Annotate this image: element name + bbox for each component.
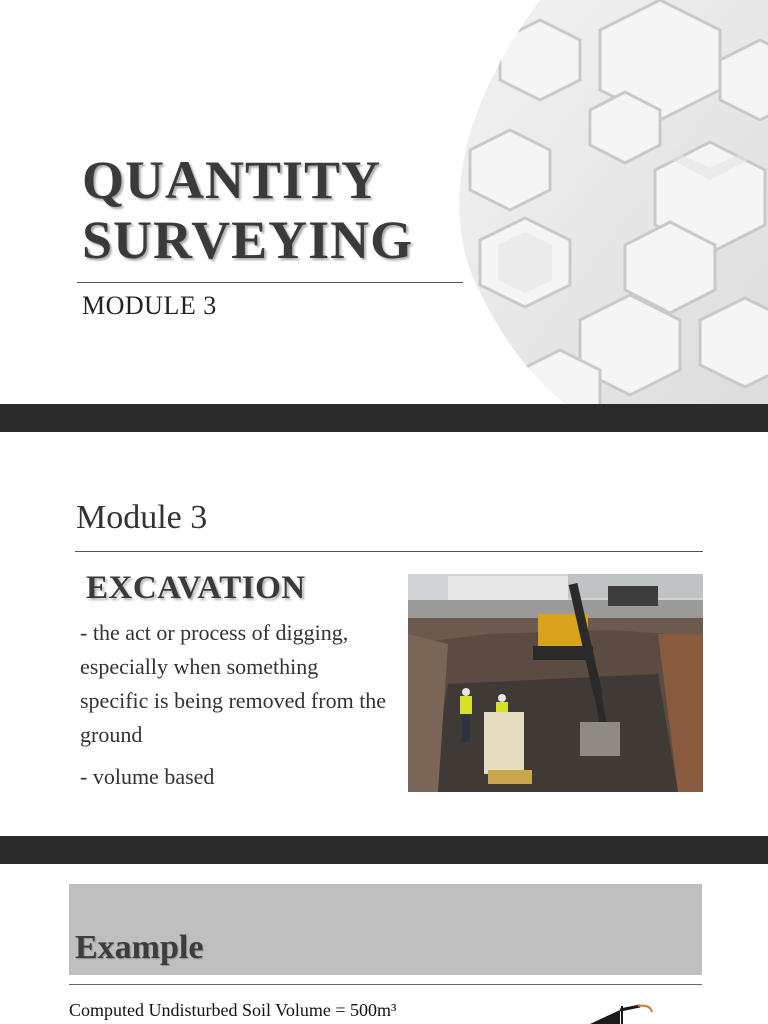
slide-footer-bar	[0, 836, 768, 864]
excavation-photo	[408, 574, 703, 792]
example-slide	[0, 864, 768, 1024]
divider	[75, 551, 703, 552]
note-text: - volume based	[80, 764, 215, 789]
divider	[77, 282, 463, 283]
example-text: Computed Undisturbed Soil Volume = 500m³	[69, 1000, 397, 1020]
divider	[69, 984, 702, 985]
section-heading: EXCAVATION	[86, 570, 306, 606]
title-line-2: SURVEYING	[82, 210, 414, 270]
example-title: Example	[75, 929, 204, 966]
module-subtitle: MODULE 3	[82, 291, 217, 320]
soil-diagram-image	[580, 1002, 660, 1024]
title-slide	[0, 0, 768, 432]
slide-footer-bar	[0, 404, 768, 432]
title-line-1: QUANTITY	[82, 150, 382, 210]
example-header-box	[69, 884, 702, 975]
definition-text: - the act or process of digging, especially when something specific is being removed from the ground	[80, 620, 387, 747]
excavation-slide	[0, 432, 768, 836]
slide-title: Module 3	[76, 499, 208, 536]
